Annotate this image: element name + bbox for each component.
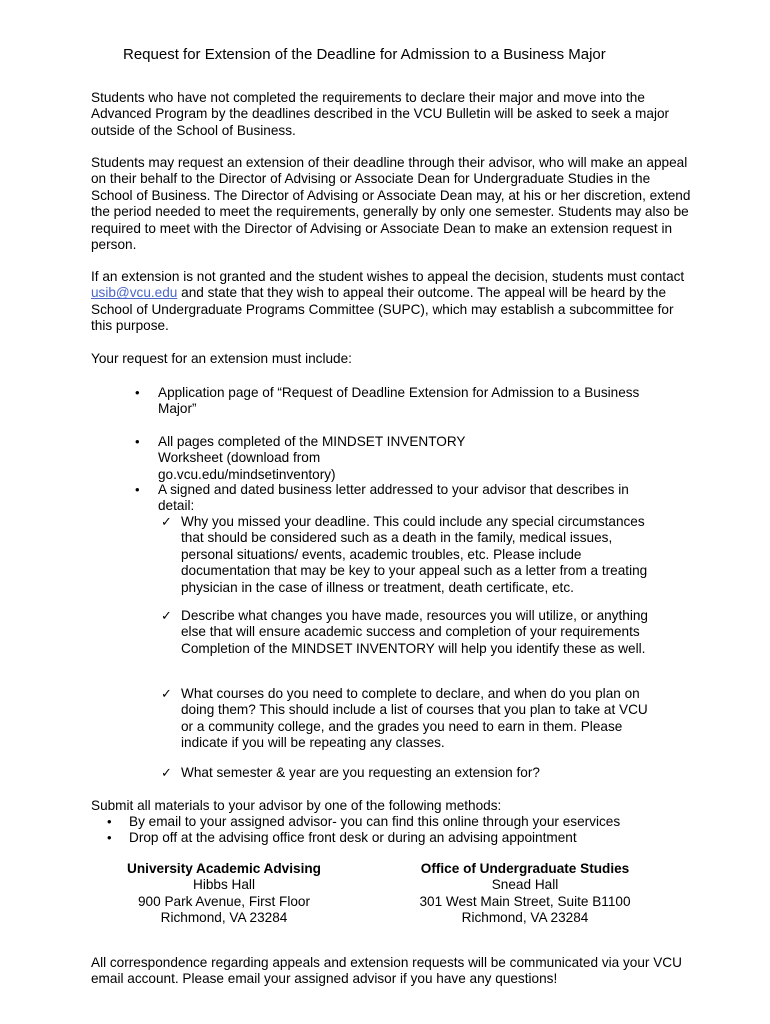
office-city: Richmond, VA 23284 [461,910,589,926]
bullet-icon: • [135,434,140,449]
bullet-icon: • [107,830,112,845]
office-building: Hibbs Hall [193,877,255,893]
submit-heading: Submit all materials to your advisor by one of the following methods: [91,798,502,813]
check-item: Describe what changes you have made, resources you will utilize, or anything else that will ensure academic success and completion of your requirements Completion of the MINDSET INVENTORY will help you identify these as well. [181,608,648,656]
closing-paragraph: All correspondence regarding appeals and extension requests will be communicated via your VCU email account. Please email your assigned advisor if you have any questions! [91,955,682,987]
office-name: Office of Undergraduate Studies [420,861,630,876]
office-street: 900 Park Avenue, First Floor [137,893,311,909]
list-item: Application page of “Request of Deadline Extension for Admission to a Business Major” [158,385,640,417]
email-link[interactable]: usib@vcu.edu [91,285,178,301]
check-item: Why you missed your deadline. This could include any special circumstances that should be considered such as a death in the family, medical issues, personal situations/ events, academic troubles, etc. Please include documentation that may be key to your appeal such as a letter from a treating physician in the case of illness or treatment, death certificate, etc. [181,514,648,595]
office-undergraduate-studies [395,861,655,927]
check-item: What courses do you need to complete to declare, and when do you plan on doing them? This should include a list of courses that you plan to take at VCU or a community college, and the grades you need to earn in them. Please indicate if you will be repeating any classes. [181,686,648,751]
page-title: Request for Extension of the Deadline for Admission to a Business Major [123,46,606,63]
office-city: Richmond, VA 23284 [160,910,288,926]
office-name: University Academic Advising [127,861,321,876]
checkmark-icon: ✓ [161,608,172,623]
appeal-text-before: If an extension is not granted and the student wishes to appeal the decision, students must contact [91,269,685,284]
checkmark-icon: ✓ [161,514,172,529]
intro-paragraph: Students who have not completed the requirements to declare their major and move into the Advanced Program by the deadlines described in the VCU Bulletin will be asked to seek a major outside of the School of Business. [91,90,670,138]
checkmark-icon: ✓ [161,686,172,701]
requirements-heading: Your request for an extension must include: [91,351,352,366]
list-item: A signed and dated business letter addressed to your advisor that describes in detail: [158,482,629,514]
list-item: By email to your assigned advisor- you can find this online through your eservices [129,814,621,829]
office-advising [104,861,344,927]
list-item: All pages completed of the MINDSET INVENTORY Worksheet (download from go.vcu.edu/mindsetinventory) [158,434,466,482]
appeal-paragraph [91,269,691,335]
bullet-icon: • [107,814,112,829]
check-item: What semester & year are you requesting an extension for? [181,765,540,780]
bullet-icon: • [135,385,140,400]
office-building: Snead Hall [491,877,559,893]
office-street: 301 West Main Street, Suite B1100 [419,893,631,909]
list-item: Drop off at the advising office front desk or during an advising appointment [129,830,577,845]
checkmark-icon: ✓ [161,765,172,780]
bullet-icon: • [135,482,140,497]
appeal-text-after: and state that they wish to appeal their outcome. The appeal will be heard by the School of Undergraduate Programs Committee (SUPC), which may establish a subcommittee for this purpose. [91,285,674,334]
extension-paragraph: Students may request an extension of their deadline through their advisor, who will make an appeal on their behalf to the Director of Advising or Associate Dean for Undergraduate Studies in the School of Business. The Director of Advising or Associate Dean may, at his or her discretion, extend the period needed to meet the requirements, generally by only one semester. Students may also be required to meet with the Director of Advising or Associate Dean to make an extension request in person. [91,155,691,253]
